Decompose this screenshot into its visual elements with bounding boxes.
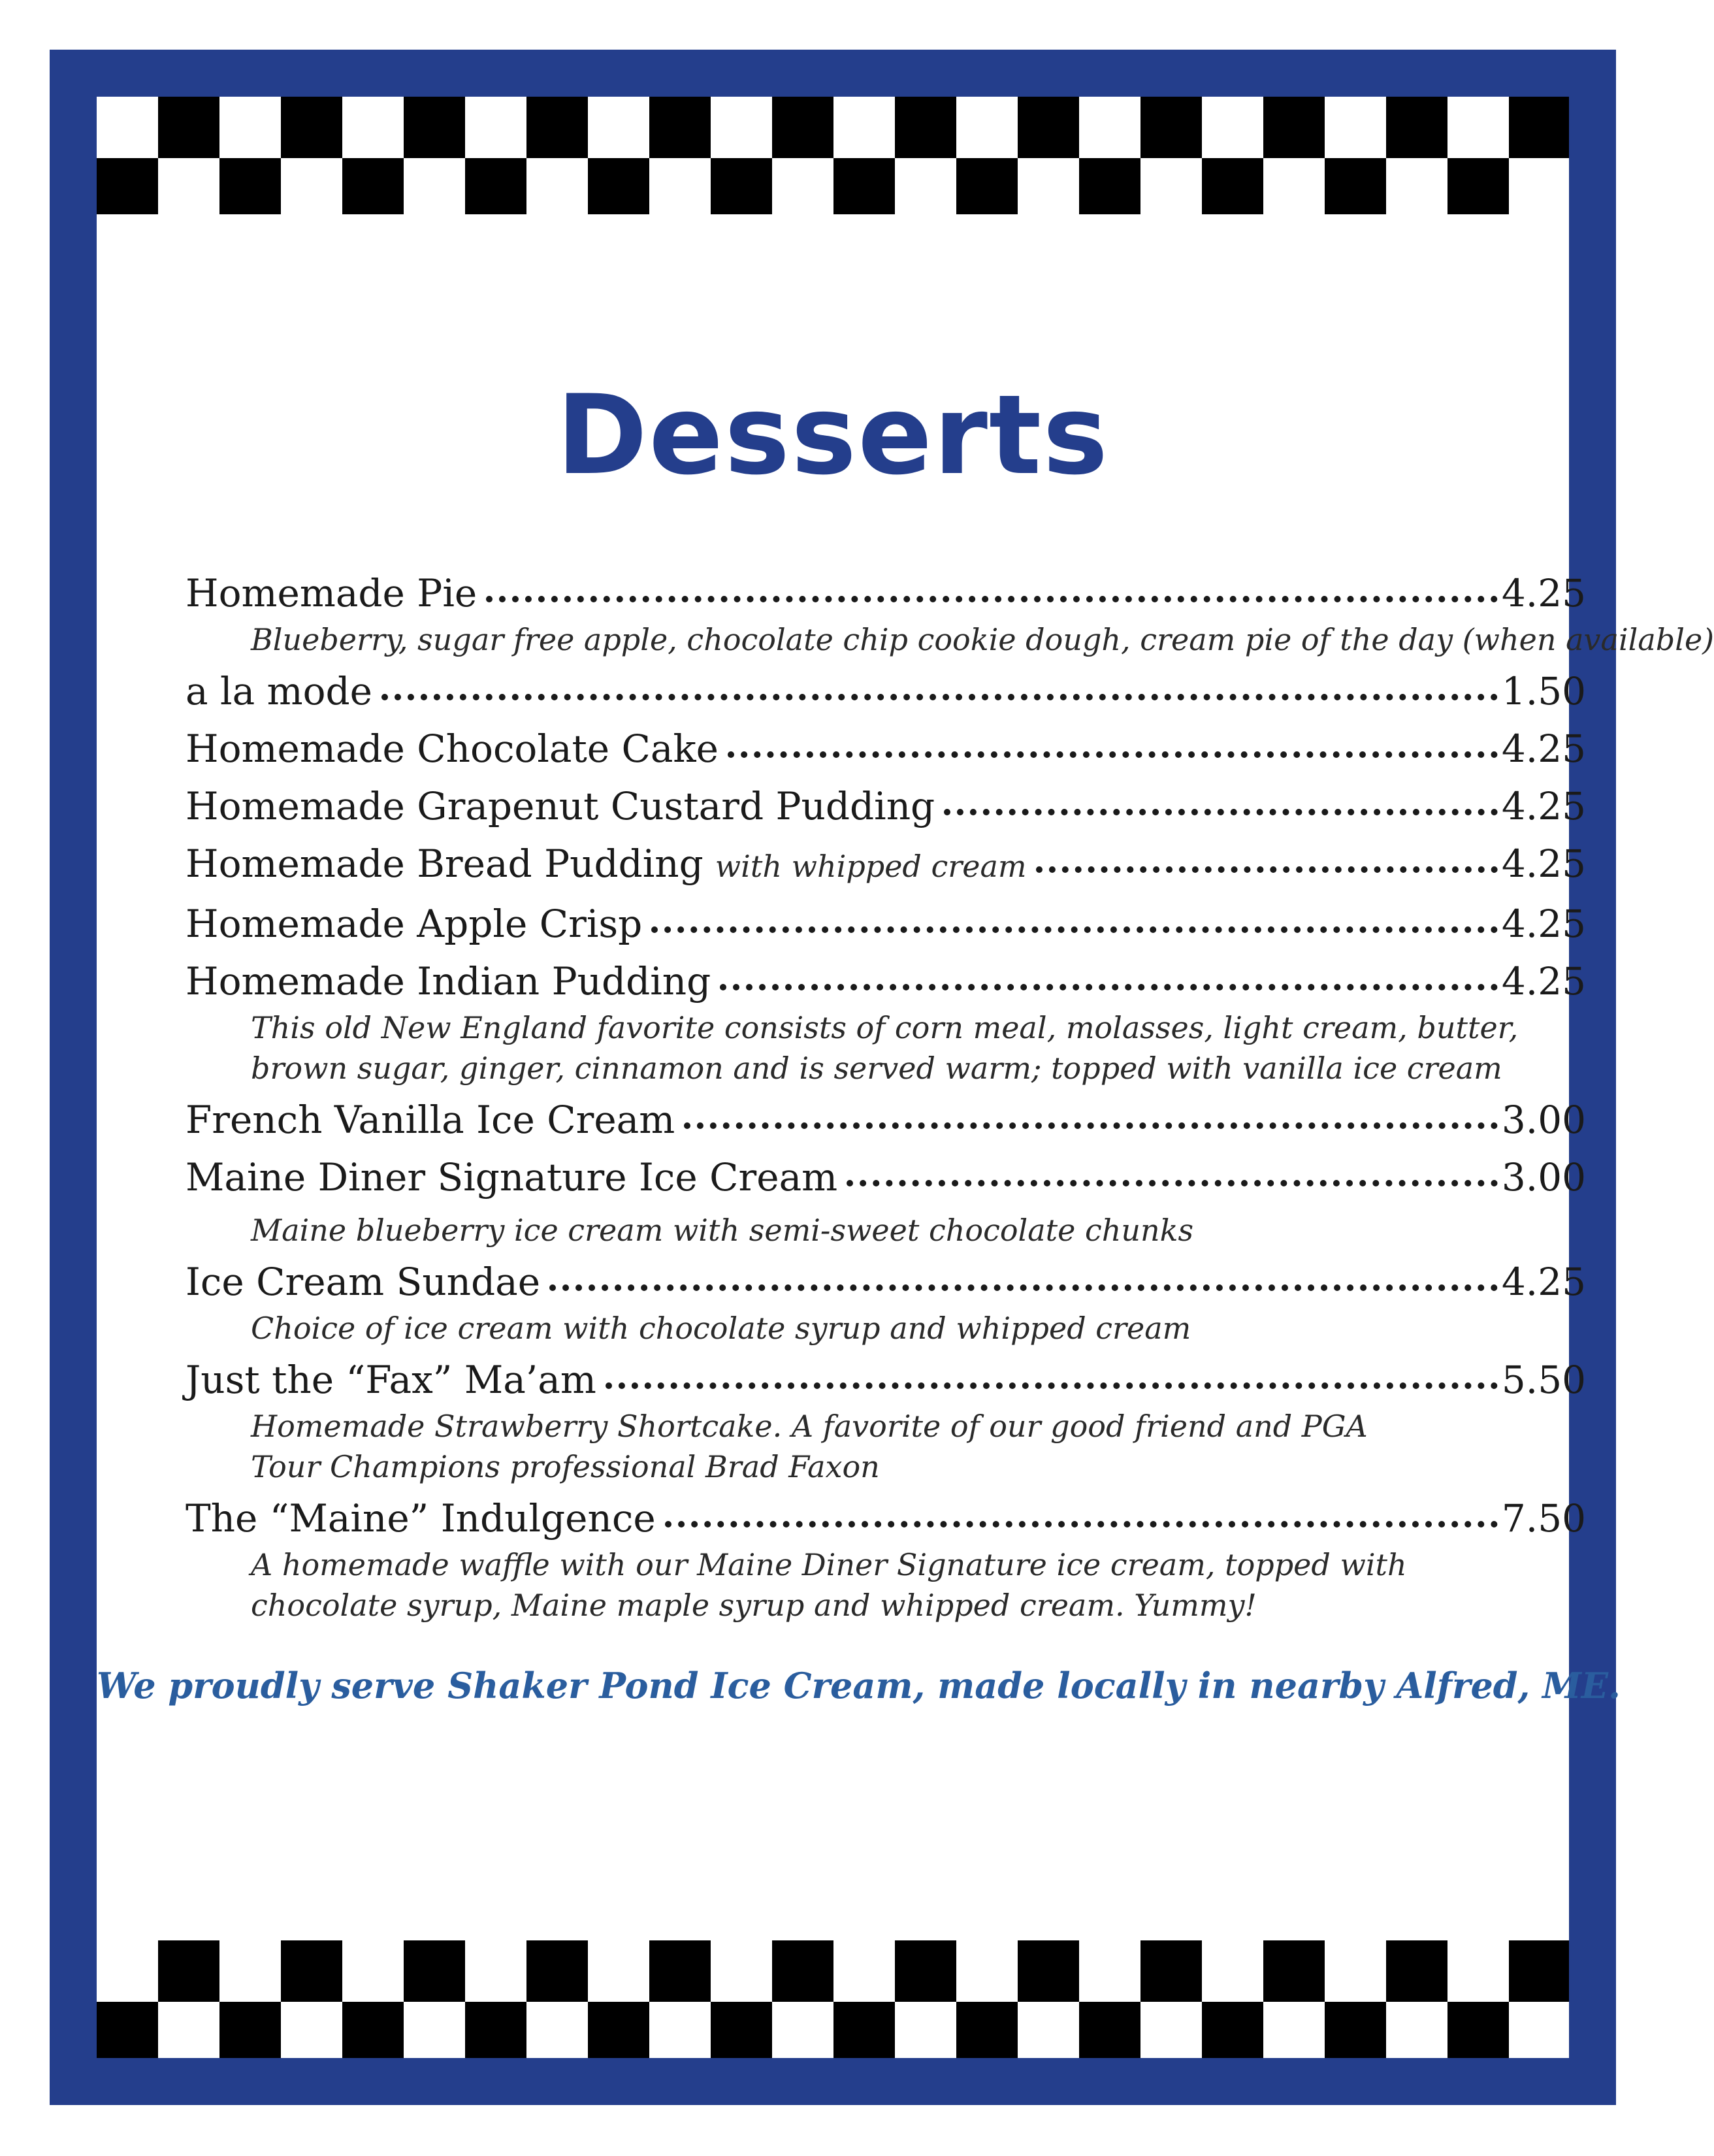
- menu-item-description: brown sugar, ginger, cinnamon and is served warm; topped with vanilla ice cream: [251, 1051, 1502, 1086]
- menu-item-description: This old New England favorite consists of corn meal, molasses, light cream, butter,: [251, 1010, 1519, 1045]
- menu-item-name: French Vanilla Ice Cream: [186, 1098, 675, 1142]
- menu-item-line: [186, 665, 1586, 717]
- menu-item-line: [186, 955, 1586, 1007]
- dot-leader: [1036, 866, 1498, 873]
- menu-item-line: [186, 1094, 1586, 1146]
- menu-item-name: Ice Cream Sundae: [186, 1260, 541, 1304]
- dot-leader: [549, 1284, 1498, 1291]
- menu-item-name: The “Maine” Indulgence: [186, 1496, 656, 1541]
- menu-item-name: Just the “Fax” Ma’am: [186, 1358, 596, 1402]
- menu-item-description: Homemade Strawberry Shortcake. A favorite of our good friend and PGA: [251, 1409, 1368, 1444]
- menu-item: [186, 1256, 1586, 1348]
- footer-note: We proudly serve Shaker Pond Ice Cream, made locally in nearby Alfred, ME.: [97, 1665, 1621, 1707]
- dot-leader: [728, 751, 1498, 758]
- menu-item-price: 4.25: [1501, 571, 1586, 615]
- dot-leader: [944, 809, 1498, 815]
- page-title: Desserts: [556, 371, 1110, 499]
- menu-item-description: Maine blueberry ice cream with semi-sweet chocolate chunks: [251, 1213, 1194, 1248]
- menu-item-price: 4.25: [1501, 841, 1586, 886]
- menu-item-price: 7.50: [1501, 1496, 1586, 1541]
- menu-item-price: 4.25: [1501, 784, 1586, 828]
- menu-item-price: 1.50: [1501, 669, 1586, 713]
- menu-item: [186, 1094, 1586, 1146]
- menu-item-description: Choice of ice cream with chocolate syrup and whipped cream: [251, 1311, 1191, 1346]
- menu-item-line: [186, 780, 1586, 832]
- dot-leader: [651, 926, 1498, 933]
- menu-item-line: [186, 898, 1586, 950]
- menu-item: [186, 780, 1586, 832]
- menu-item-name: Homemade Chocolate Cake: [186, 727, 719, 771]
- menu-item: [186, 1151, 1586, 1250]
- menu-item-line: [186, 567, 1586, 619]
- menu-item-line: [186, 838, 1586, 892]
- dot-leader: [486, 596, 1498, 602]
- menu-item-note: with whipped cream: [715, 849, 1027, 884]
- menu-item: [186, 567, 1714, 660]
- menu-page: [97, 97, 1714, 2058]
- menu-item-description: chocolate syrup, Maine maple syrup and whipped cream. Yummy!: [251, 1588, 1257, 1623]
- menu-item: [186, 898, 1586, 950]
- menu-item-description: A homemade waffle with our Maine Diner Signature ice cream, topped with: [251, 1547, 1407, 1582]
- menu-item-description: Blueberry, sugar free apple, chocolate chip cookie dough, cream pie of the day (when available): [251, 622, 1714, 657]
- menu-item-price: 4.25: [1501, 1260, 1586, 1304]
- menu-item-name: Homemade Grapenut Custard Pudding: [186, 784, 935, 828]
- menu-item: [186, 838, 1586, 892]
- menu-item-name: Homemade Indian Pudding: [186, 959, 711, 1004]
- dot-leader: [665, 1521, 1498, 1527]
- menu-item: [186, 1354, 1586, 1487]
- dot-leader: [720, 984, 1498, 990]
- menu-item-price: 3.00: [1501, 1155, 1586, 1200]
- menu-item-name: Maine Diner Signature Ice Cream: [186, 1155, 838, 1200]
- menu-item-price: 4.25: [1501, 902, 1586, 946]
- menu-item: [186, 1492, 1586, 1625]
- dot-leader: [606, 1382, 1498, 1389]
- dot-leader: [847, 1180, 1498, 1186]
- menu-item-description: Tour Champions professional Brad Faxon: [251, 1449, 880, 1484]
- menu-item-line: [186, 1492, 1586, 1544]
- menu-item-line: [186, 1151, 1586, 1203]
- blue-border-frame: [50, 50, 1714, 2105]
- menu-item-line: [186, 723, 1586, 775]
- menu-item-name: Homemade Pie: [186, 571, 477, 615]
- menu-item-price: 5.50: [1501, 1358, 1586, 1402]
- menu-item: [186, 955, 1586, 1088]
- menu-item-line: [186, 1256, 1586, 1308]
- menu-item-name: Homemade Apple Crisp: [186, 902, 643, 946]
- checkerboard-top-border: [97, 97, 1569, 214]
- menu-item-name: Homemade Bread Pudding: [186, 841, 703, 886]
- menu-item: [186, 723, 1586, 775]
- menu-item-line: [186, 1354, 1586, 1406]
- menu-item-name: a la mode: [186, 669, 372, 713]
- menu-item-price: 4.25: [1501, 959, 1586, 1004]
- dessert-menu-list: [186, 567, 1714, 1631]
- menu-item-price: 3.00: [1501, 1098, 1586, 1142]
- checkerboard-bottom-border: [97, 1940, 1569, 2058]
- dot-leader: [684, 1122, 1498, 1129]
- dot-leader: [381, 694, 1498, 700]
- menu-item-price: 4.25: [1501, 727, 1586, 771]
- menu-item: [186, 665, 1586, 717]
